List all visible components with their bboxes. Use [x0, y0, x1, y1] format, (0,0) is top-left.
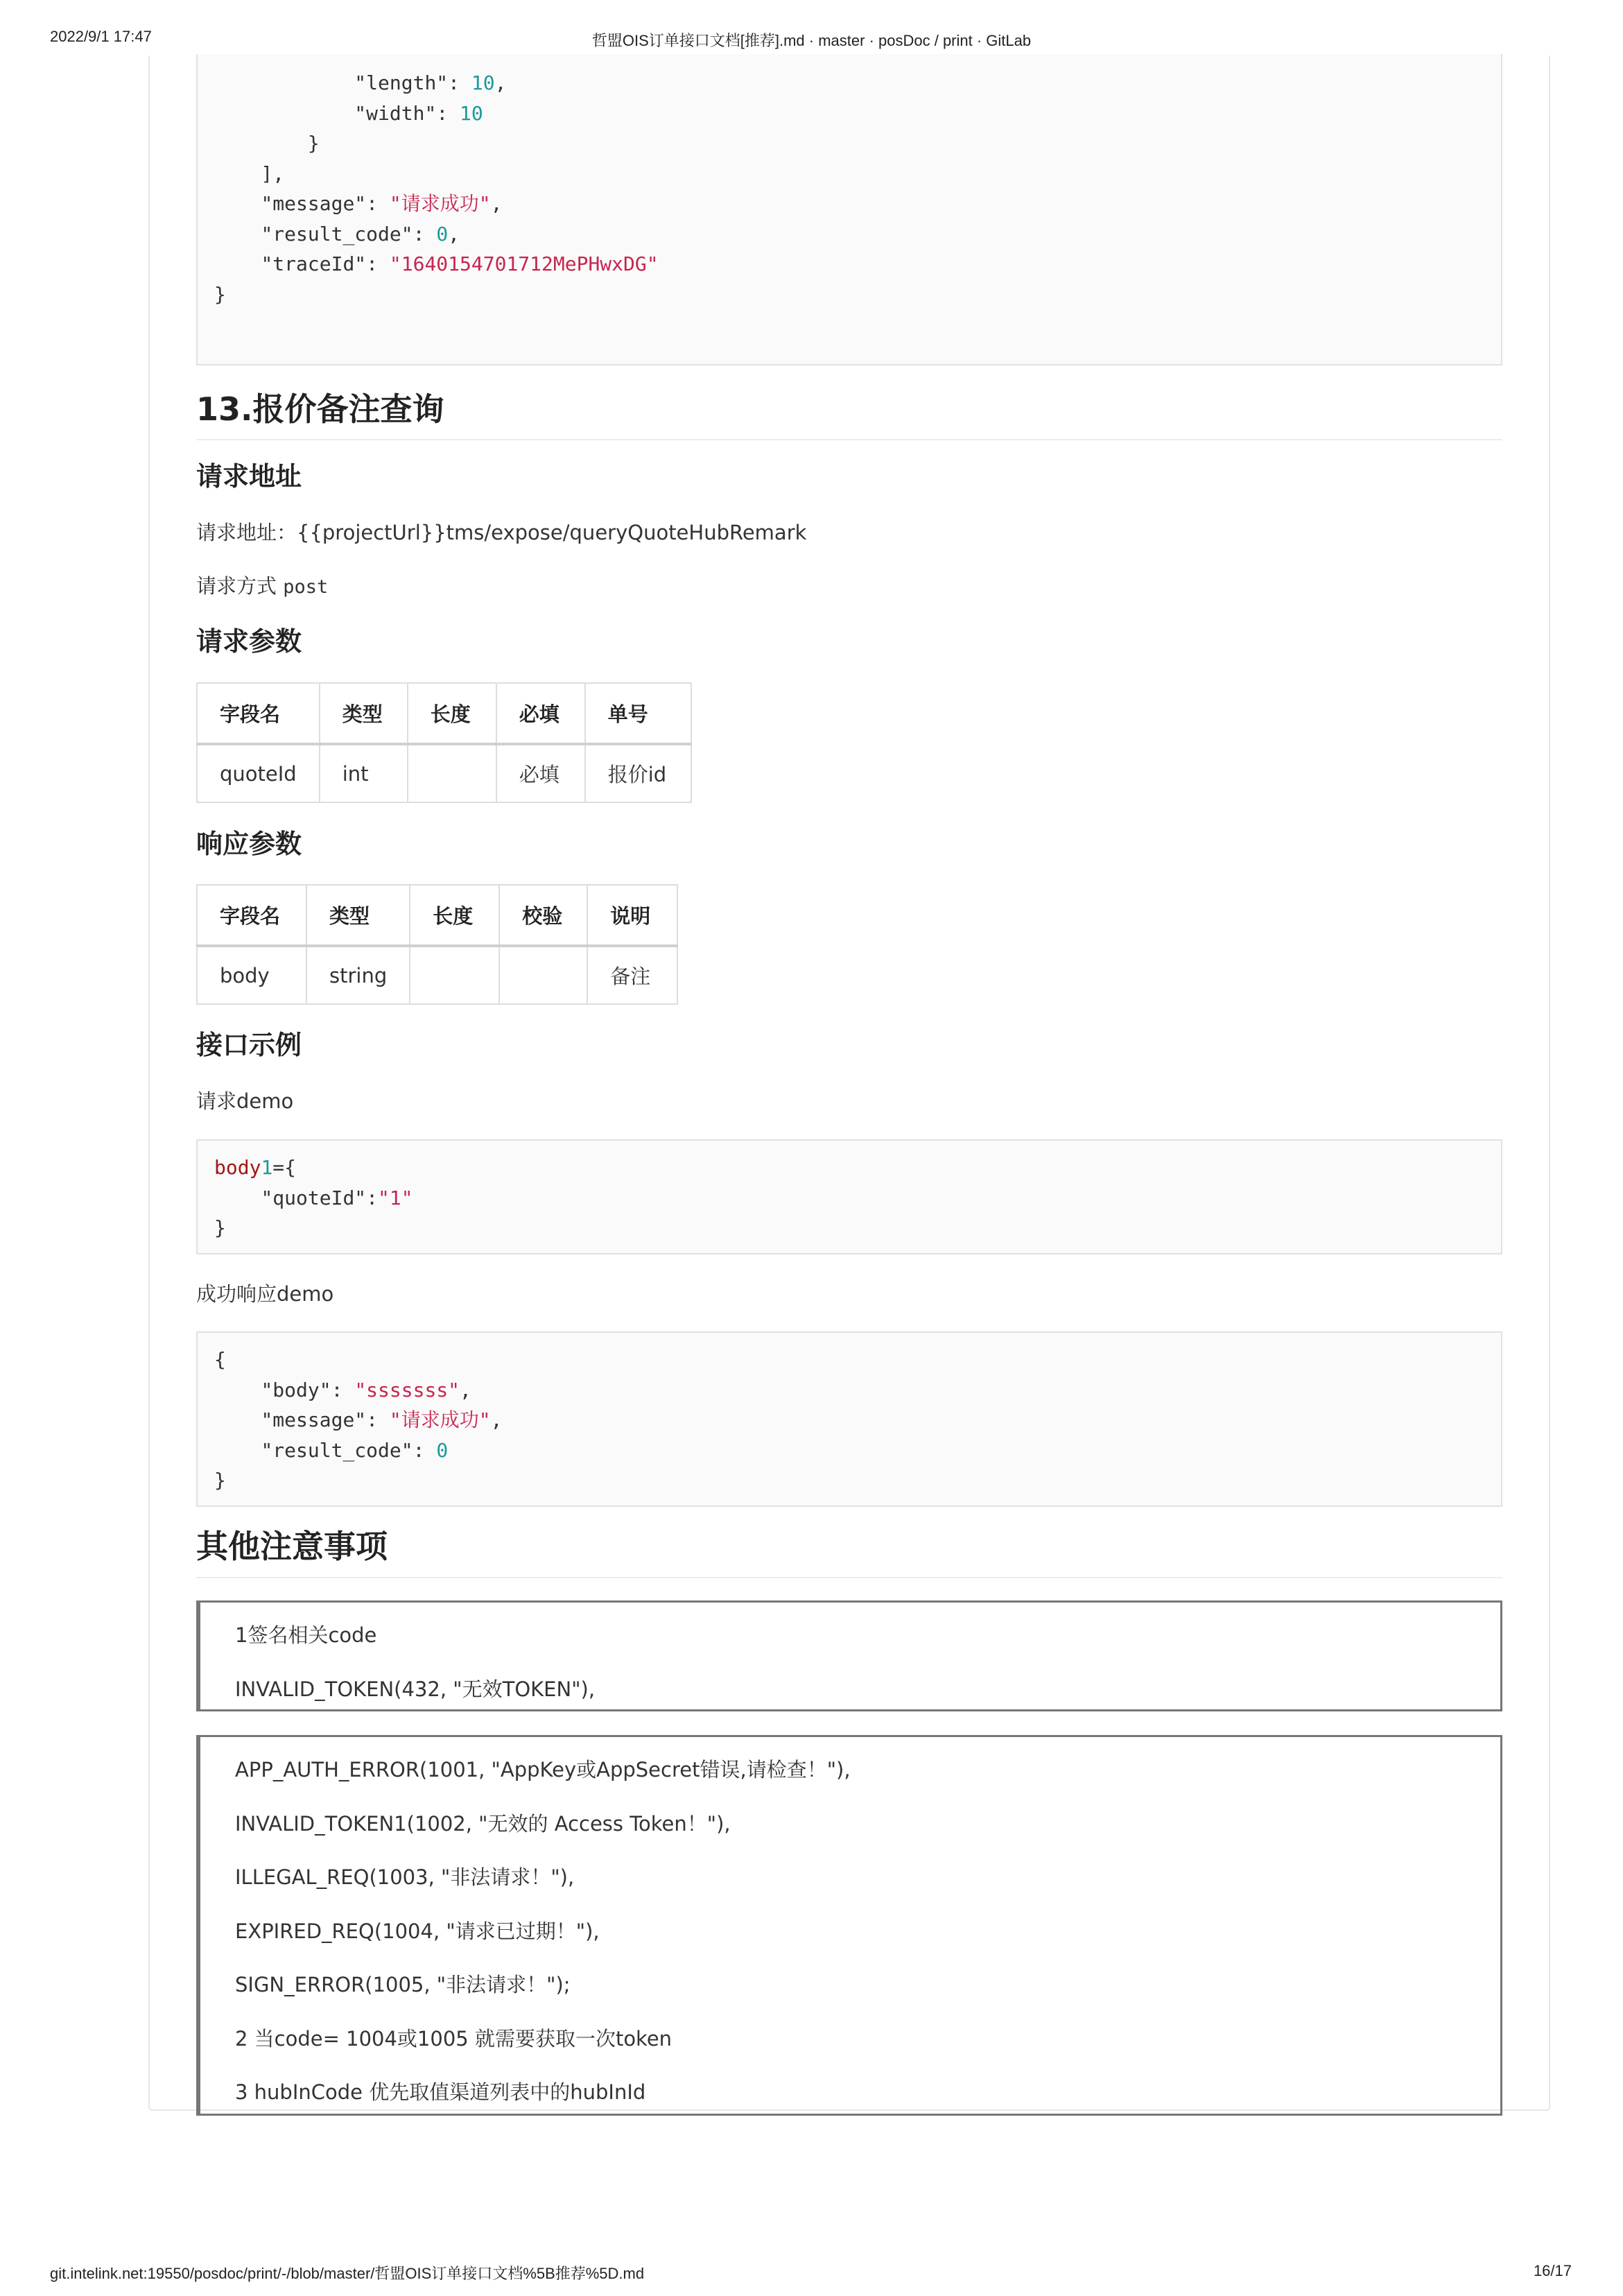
request-address-heading: 请求地址: [196, 461, 302, 492]
code-string: "请求成功": [389, 192, 491, 215]
example-heading: 接口示例: [196, 1030, 302, 1060]
table-cell: string: [306, 946, 410, 1004]
print-page-title: 哲盟OIS订单接口文档[推荐].md · master · posDoc / print · GitLab: [591, 32, 1032, 49]
code-number: 0: [436, 222, 449, 245]
table-header-cell: 字段名: [197, 683, 320, 744]
other-notes-title: 其他注意事项: [196, 1526, 1502, 1578]
code-key: "width": [354, 101, 437, 125]
code-string: "1640154701712MePHwxDG": [389, 252, 659, 275]
print-footer: [0, 2262, 1623, 2290]
notes-box-signature: [196, 1600, 1502, 1711]
table-cell: body: [197, 946, 306, 1004]
table-cell: 必填: [496, 744, 585, 802]
code-string: "sssssss": [354, 1378, 460, 1401]
response-demo-code-block: { "body": "sssssss", "message": "请求成功", "result_code": 0 }: [196, 1331, 1502, 1507]
section-title-quote-remark: 13.报价备注查询: [196, 388, 1502, 440]
code-punct: ={: [272, 1156, 297, 1179]
table-header-cell: 长度: [408, 683, 496, 744]
code-variable: body: [214, 1156, 261, 1179]
code-key: "message": [261, 1408, 367, 1431]
table-header-cell: 类型: [306, 885, 410, 946]
request-method-text: [196, 572, 328, 601]
request-demo-code-block: body1={ "quoteId":"1" }: [196, 1139, 1502, 1254]
print-timestamp: 2022/9/1 17:47: [50, 28, 152, 45]
code-string: "请求成功": [389, 1408, 491, 1431]
code-number: 1: [261, 1156, 273, 1179]
table-cell: [408, 744, 496, 802]
table-header-cell: 字段名: [197, 885, 306, 946]
request-method-value: post: [283, 576, 329, 598]
table-cell: quoteId: [197, 744, 320, 802]
table-cell: int: [320, 744, 408, 802]
print-url: git.intelink.net:19550/posdoc/print/-/blob/master/哲盟OIS订单接口文档%5B推荐%5D.md: [50, 2265, 645, 2282]
note-line: INVALID_TOKEN(432, "无效TOKEN"),: [235, 1677, 596, 1701]
table-header-cell: 长度: [410, 885, 499, 946]
code-key: "body": [261, 1378, 331, 1401]
table-header-cell: 单号: [585, 683, 691, 744]
note-line: EXPIRED_REQ(1004, "请求已过期！"),: [235, 1919, 600, 1943]
request-params-table: [196, 682, 692, 803]
table-header-row: [197, 885, 677, 946]
table-cell: 备注: [587, 946, 677, 1004]
table-cell: [410, 946, 499, 1004]
code-number: 0: [436, 1438, 449, 1462]
table-cell: 报价id: [585, 744, 691, 802]
note-line: APP_AUTH_ERROR(1001, "AppKey或AppSecret错误,请检查！"),: [235, 1758, 851, 1781]
response-params-heading: 响应参数: [196, 829, 302, 859]
table-header-cell: 类型: [320, 683, 408, 744]
note-line: 3 hubInCode 优先取值渠道列表中的hubInId: [235, 2080, 646, 2104]
code-number: 10: [471, 71, 495, 94]
code-key: "result_code": [261, 1438, 413, 1462]
request-params-heading: 请求参数: [196, 626, 302, 657]
table-header-cell: 说明: [587, 885, 677, 946]
response-params-table: [196, 884, 678, 1005]
code-key: "quoteId": [261, 1186, 367, 1209]
note-line: INVALID_TOKEN1(1002, "无效的 Access Token！"),: [235, 1811, 731, 1836]
code-number: 10: [460, 101, 483, 125]
note-line: 1签名相关code: [235, 1623, 377, 1647]
code-key: "traceId": [261, 252, 367, 275]
response-demo-label: 成功响应demo: [196, 1282, 334, 1306]
request-address-text: 请求地址：{{projectUrl}}tms/expose/queryQuoteHubRemark: [196, 521, 807, 544]
table-header-cell: 必填: [496, 683, 585, 744]
request-demo-label: 请求demo: [196, 1089, 294, 1113]
code-key: "result_code": [261, 222, 413, 245]
table-header-cell: 校验: [499, 885, 587, 946]
table-row: [197, 946, 677, 1004]
print-header: [0, 28, 1623, 55]
page-number: 16/17: [1533, 2262, 1572, 2279]
code-key: "message": [261, 192, 367, 215]
table-row: [197, 744, 691, 802]
code-string: "1": [378, 1186, 413, 1209]
table-header-row: [197, 683, 691, 744]
previous-response-code-block: "length": 10, "width": 10 } ], "message": "请求成功", "result_code": 0, "traceId": "1640154701712MePHwxDG" }: [196, 54, 1502, 365]
notes-box-error-codes: [196, 1735, 1502, 2116]
table-cell: [499, 946, 587, 1004]
note-line: SIGN_ERROR(1005, "非法请求！");: [235, 1973, 571, 1996]
code-key: "length": [354, 71, 449, 94]
request-method-label: 请求方式: [196, 574, 277, 598]
note-line: 2 当code= 1004或1005 就需要获取一次token: [235, 2026, 672, 2051]
note-line: ILLEGAL_REQ(1003, "非法请求！"),: [235, 1865, 575, 1889]
